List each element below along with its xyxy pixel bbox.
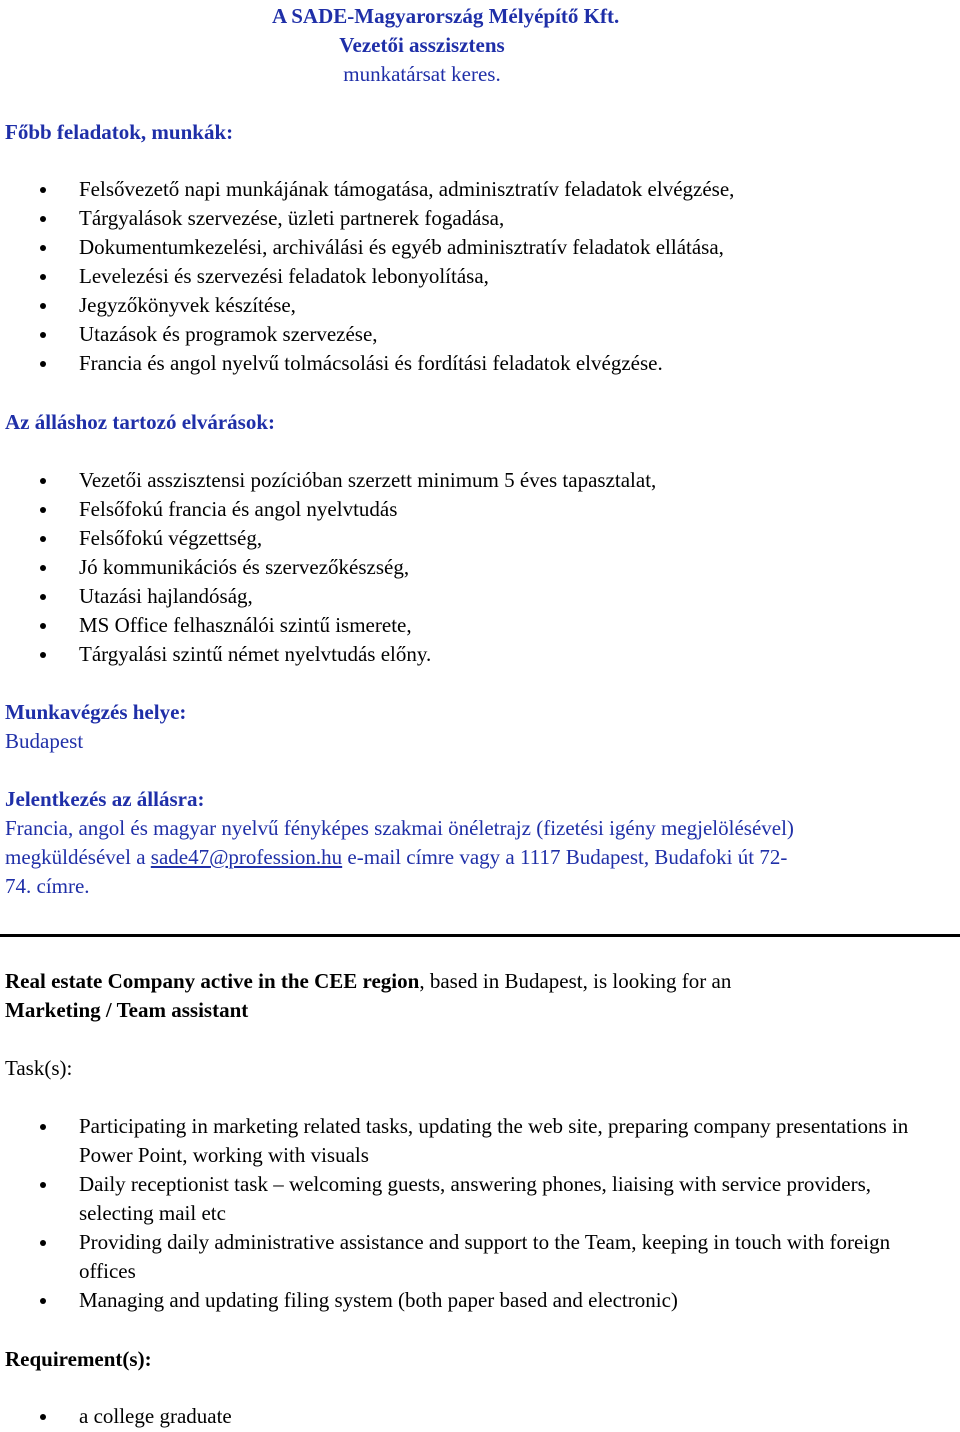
apply-text-part: megküldésével a [5, 845, 151, 869]
english-role-title: Marketing / Team assistant [5, 998, 249, 1022]
english-tasks-heading: Task(s): [5, 1056, 73, 1080]
location-value: Budapest [5, 729, 84, 753]
requirements-hu-heading: Az álláshoz tartozó elvárások: [5, 410, 276, 434]
list-item: Tárgyalások szervezése, üzleti partnerek fogadása, [0, 204, 734, 233]
list-item: MS Office felhasználói szintű ismerete, [0, 611, 656, 640]
apply-text-part: e-mail címre vagy a 1117 Budapest, Budafoki út 72- [342, 845, 788, 869]
list-item: Levelezési és szervezési feladatok lebonyolítása, [0, 262, 734, 291]
list-item: Daily receptionist task – welcoming guests, answering phones, liaising with service providers, selecting mail etc [0, 1170, 929, 1228]
company-description: Real estate Company active in the CEE region [5, 969, 420, 993]
company-name: A SADE-Magyarország Mélyépítő Kft. [272, 4, 620, 28]
requirements-hu-list [0, 466, 656, 669]
list-item: Providing daily administrative assistance and support to the Team, keeping in touch with foreign offices [0, 1228, 929, 1286]
list-item: Dokumentumkezelési, archiválási és egyéb adminisztratív feladatok ellátása, [0, 233, 734, 262]
english-intro [5, 967, 731, 996]
list-item: Felsővezető napi munkájának támogatása, adminisztratív feladatok elvégzése, [0, 175, 734, 204]
list-item: Managing and updating filing system (both paper based and electronic) [0, 1286, 929, 1315]
english-requirements-list [0, 1402, 232, 1431]
list-item: Participating in marketing related tasks, updating the web site, preparing company presentations in Power Point, working with visuals [0, 1112, 929, 1170]
list-item: Jegyzőkönyvek készítése, [0, 291, 734, 320]
list-item: a college graduate [0, 1402, 232, 1431]
list-item: Vezetői asszisztensi pozícióban szerzett minimum 5 éves tapasztalat, [0, 466, 656, 495]
position-title: Vezetői asszisztens [339, 33, 505, 57]
apply-line: Francia, angol és magyar nyelvű fényképes szakmai önéletrajz (fizetési igény megjelölésével) [5, 816, 794, 840]
tasks-hu-heading: Főbb feladatok, munkák: [5, 120, 234, 144]
email-link[interactable]: sade47@profession.hu [150, 845, 343, 869]
english-tasks-list [0, 1112, 929, 1315]
list-item: Felsőfokú végzettség, [0, 524, 656, 553]
list-item: Jó kommunikációs és szervezőkészség, [0, 553, 656, 582]
apply-heading: Jelentkezés az állásra: [5, 787, 205, 811]
apply-line: 74. címre. [5, 874, 90, 898]
intro-text: , based in Budapest, is looking for an [419, 969, 732, 993]
apply-text [5, 814, 955, 901]
header-tagline: munkatársat keres. [343, 62, 501, 86]
list-item: Utazások és programok szervezése, [0, 320, 734, 349]
list-item: Felsőfokú francia és angol nyelvtudás [0, 495, 656, 524]
location-heading: Munkavégzés helye: [5, 700, 187, 724]
section-divider [0, 934, 960, 937]
tasks-hu-list [0, 175, 734, 378]
list-item: Utazási hajlandóság, [0, 582, 656, 611]
job-ad-header [272, 2, 712, 89]
list-item: Francia és angol nyelvű tolmácsolási és fordítási feladatok elvégzése. [0, 349, 734, 378]
list-item: Tárgyalási szintű német nyelvtudás előny. [0, 640, 656, 669]
english-requirements-heading: Requirement(s): [5, 1347, 152, 1371]
apply-line [5, 843, 955, 872]
